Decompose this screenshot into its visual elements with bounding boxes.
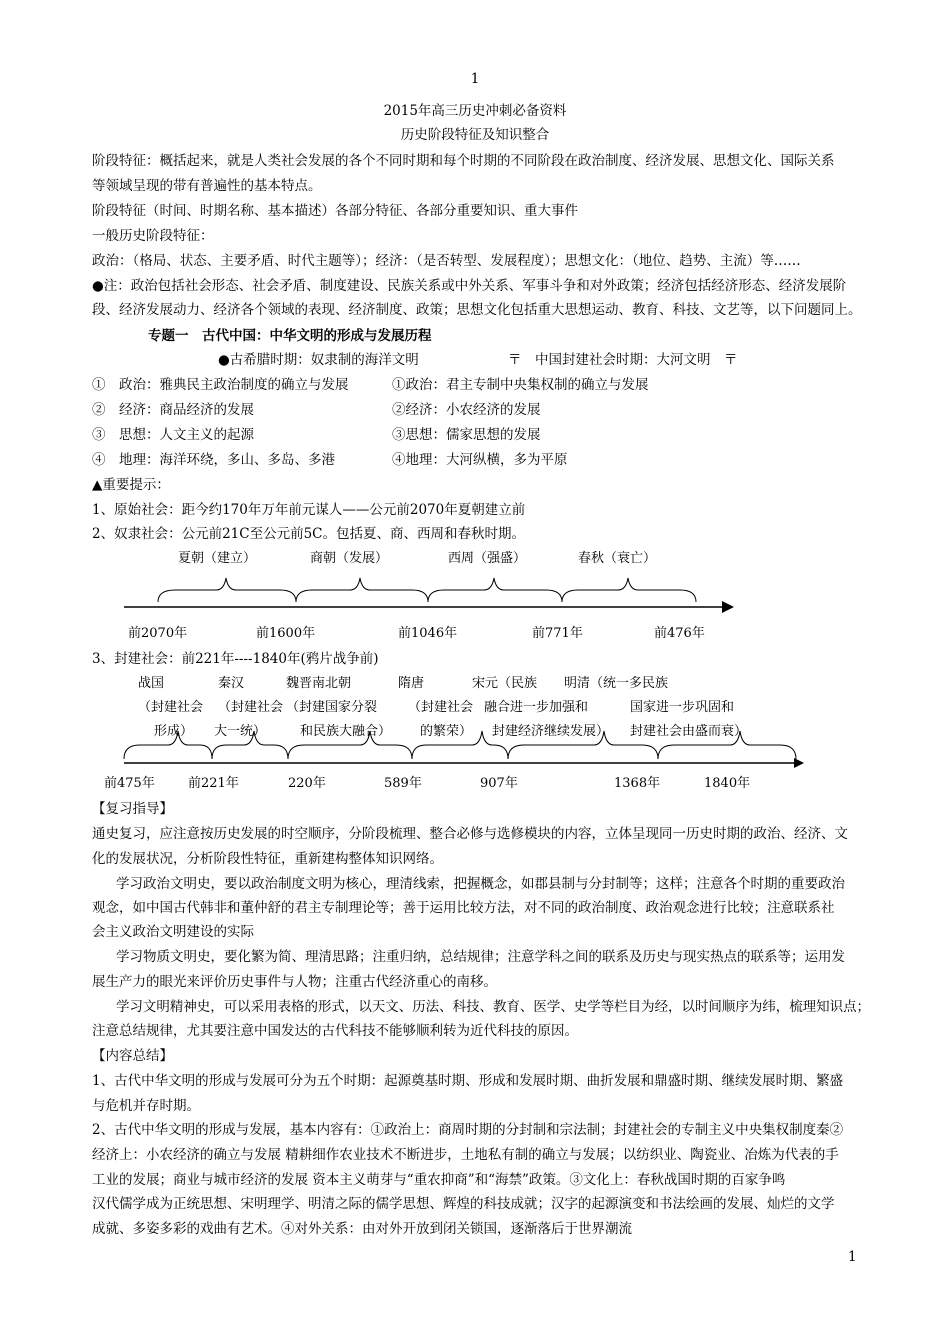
timeline2-period-desc: 的繁荣）	[420, 724, 473, 739]
timeline2-period-desc: 和民族大融合）	[300, 724, 392, 739]
intro-note: 段、经济发展动力、经济各个领域的表现、经济制度、政策；思想文化包括重大思想运动、教育、科技、文艺等，以下问题同上。	[92, 302, 862, 318]
intro-line: 阶段特征（时间、时期名称、基本描述）各部分特征、各部分重要知识、重大事件	[92, 203, 578, 219]
timeline1-period-label: 西周（强盛）	[448, 551, 527, 566]
timeline2-period-desc: （封建国家分裂	[286, 700, 378, 715]
summary-paragraph: 1、古代中华文明的形成与发展可分为五个时期：起源奠基时期、形成和发展时期、曲折发展和鼎盛时期、继续发展时期、繁盛	[92, 1073, 844, 1089]
review-paragraph: 通史复习，应注意按历史发展的时空顺序，分阶段梳理、整合必修与选修模块的内容，立体呈现同一历史时期的政治、经济、文	[92, 826, 848, 842]
timeline2-date-label: 220年	[288, 776, 326, 791]
compare-right-item: ②经济：小农经济的发展	[392, 402, 541, 418]
compare-left-item: ③ 思想：人文主义的起源	[92, 427, 254, 443]
compare-right-item: ①政治：君主专制中央集权制的确立与发展	[392, 377, 649, 393]
timeline2-period-name: 明清（统一多民族	[564, 676, 669, 691]
timeline2-period-name: 秦汉	[218, 676, 245, 691]
timeline1-brace	[296, 578, 428, 602]
review-paragraph: 注意总结规律，尤其要注意中国发达的古代科技不能够顺利转为近代科技的原因。	[92, 1023, 578, 1039]
timeline2-date-label: 前475年	[104, 776, 155, 791]
compare-left-item: ④ 地理：海洋环绕，多山、多岛、多港	[92, 452, 335, 468]
timeline2-period-desc: （封建社会	[408, 700, 474, 715]
summary-paragraph: 经济上：小农经济的确立与发展 精耕细作农业技术不断进步，土地私有制的确立与发展；以纺织业、陶瓷业、冶炼为代表的手	[92, 1147, 839, 1163]
summary-paragraph: 工业的发展；商业与城市经济的发展 资本主义萌芽与“重农抑商”和“海禁”政策。③文化上：春秋战国时期的百家争鸣	[92, 1172, 786, 1188]
timeline2-period-name: 隋唐	[398, 676, 425, 691]
timeline2-period-desc: 封建社会由盛而衰）	[630, 724, 748, 739]
timeline2-period-desc: 封建经济继续发展）	[492, 724, 610, 739]
review-heading: 【复习指导】	[92, 801, 173, 817]
timeline1-date-label: 前1600年	[256, 626, 316, 641]
page-number-bottom: 1	[848, 1249, 857, 1265]
summary-paragraph: 2、古代中华文明的形成与发展，基本内容有：①政治上：商周时期的分封制和宗法制；封建社会的专制主义中央集权制度秦②	[92, 1122, 844, 1138]
document-title: 2015年高三历史冲刺必备资料	[383, 103, 567, 119]
intro-line: 一般历史阶段特征：	[92, 228, 214, 244]
timeline1-period-label: 夏朝（建立）	[178, 551, 257, 566]
compare-left-item: ② 经济：商品经济的发展	[92, 402, 254, 418]
timeline1-period-label: 春秋（衰亡）	[578, 551, 657, 566]
review-paragraph: 展生产力的眼光来评价历史事件与人物；注重古代经济重心的南移。	[92, 974, 497, 990]
topic-heading: 专题一 古代中国：中华文明的形成与发展历程	[148, 328, 432, 344]
compare-right-item: ③思想：儒家思想的发展	[392, 427, 541, 443]
timeline2-period-desc: （封建社会	[138, 700, 204, 715]
timeline1-brace	[158, 578, 296, 602]
intro-note: ●注：政治包括社会形态、社会矛盾、制度建设、民族关系或中外关系、军事斗争和对外政策；经济包括经济形态、经济发展阶	[92, 278, 847, 294]
tip-item: 2、奴隶社会：公元前21C至公元前5C。包括夏、商、西周和春秋时期。	[92, 526, 526, 542]
timeline2-arrowhead	[794, 758, 804, 768]
compare-right-item: ④地理：大河纵横，多为平原	[392, 452, 568, 468]
timeline2-period-name: 宋元（民族	[472, 676, 538, 691]
summary-paragraph: 汉代儒学成为正统思想、宋明理学、明清之际的儒学思想、辉煌的科技成就；汉字的起源演变和书法绘画的发展、灿烂的文学	[92, 1196, 835, 1212]
compare-left-header: ●古希腊时期：奴隶制的海洋文明	[218, 352, 419, 368]
summary-heading: 【内容总结】	[92, 1048, 173, 1064]
review-paragraph: 化的发展状况，分析阶段性特征，重新建构整体知识网络。	[92, 851, 443, 867]
summary-paragraph: 与危机并存时期。	[92, 1098, 200, 1114]
timeline2-period-desc: （封建社会	[218, 700, 284, 715]
timeline1-date-label: 前2070年	[128, 626, 188, 641]
timeline2-period-name: 战国	[138, 676, 165, 691]
document-subtitle: 历史阶段特征及知识整合	[400, 127, 550, 143]
timeline2-period-desc: 国家进一步巩固和	[630, 700, 735, 715]
timeline1-date-label: 前771年	[532, 626, 583, 641]
tips-heading: ▲重要提示：	[92, 477, 170, 493]
timeline2-date-label: 1368年	[614, 776, 661, 791]
slavery-timeline	[0, 540, 950, 645]
review-paragraph: 学习政治文明史，要以政治制度文明为核心，理清线索，把握概念，如郡县制与分封制等；这样；注意各个时期的重要政治	[116, 876, 845, 892]
timeline2-date-label: 589年	[384, 776, 422, 791]
compare-left-item: ① 政治：雅典民主政治制度的确立与发展	[92, 377, 349, 393]
timeline1-brace	[428, 578, 562, 602]
compare-right-header: 〒 中国封建社会时期：大河文明 〒	[508, 352, 738, 368]
intro-line: 政治：（格局、状态、主要矛盾、时代主题等）；经济：（是否转型、发展程度）；思想文化：（地位、趋势、主流）等……	[92, 253, 801, 269]
intro-line: 等领域呈现的带有普遍性的基本特点。	[92, 178, 322, 194]
timeline2-date-label: 1840年	[704, 776, 751, 791]
tip-item: 3、封建社会：前221年----1840年(鸦片战争前)	[92, 651, 379, 667]
review-paragraph: 学习物质文明史，要化繁为简、理清思路；注重归纳，总结规律；注意学科之间的联系及历史与现实热点的联系等；运用发	[116, 949, 845, 965]
review-paragraph: 会主义政治文明建设的实际	[92, 924, 254, 940]
timeline1-arrowhead	[722, 601, 734, 613]
page-number-top: 1	[470, 71, 480, 87]
timeline2-period-desc: 大一统）	[214, 724, 267, 739]
timeline1-brace	[562, 578, 696, 602]
timeline2-date-label: 907年	[480, 776, 518, 791]
review-paragraph: 学习文明精神史，可以采用表格的形式，以天文、历法、科技、教育、医学、史学等栏目为经，以时间顺序为纬，梳理知识点；	[116, 999, 870, 1015]
timeline1-period-label: 商朝（发展）	[310, 551, 389, 566]
timeline1-date-label: 前476年	[654, 626, 705, 641]
timeline2-date-label: 前221年	[188, 776, 239, 791]
intro-line: 阶段特征：概括起来，就是人类社会发展的各个不同时期和每个时期的不同阶段在政治制度、经济发展、思想文化、国际关系	[92, 153, 835, 169]
timeline2-period-desc: 融合进一步加强和	[484, 700, 589, 715]
timeline2-period-name: 魏晋南北朝	[286, 676, 352, 691]
tip-item: 1、原始社会：距今约170年万年前元谋人——公元前2070年夏朝建立前	[92, 502, 526, 518]
feudal-timeline	[0, 665, 950, 795]
timeline1-date-label: 前1046年	[398, 626, 458, 641]
review-paragraph: 观念，如中国古代韩非和董仲舒的君主专制理论等；善于运用比较方法，对不同的政治制度、政治观念进行比较；注意联系社	[92, 900, 835, 916]
timeline2-period-desc: 形成）	[154, 724, 194, 739]
summary-paragraph: 成就、多姿多彩的戏曲有艺术。④对外关系：由对外开放到闭关锁国，逐渐落后于世界潮流	[92, 1221, 632, 1237]
